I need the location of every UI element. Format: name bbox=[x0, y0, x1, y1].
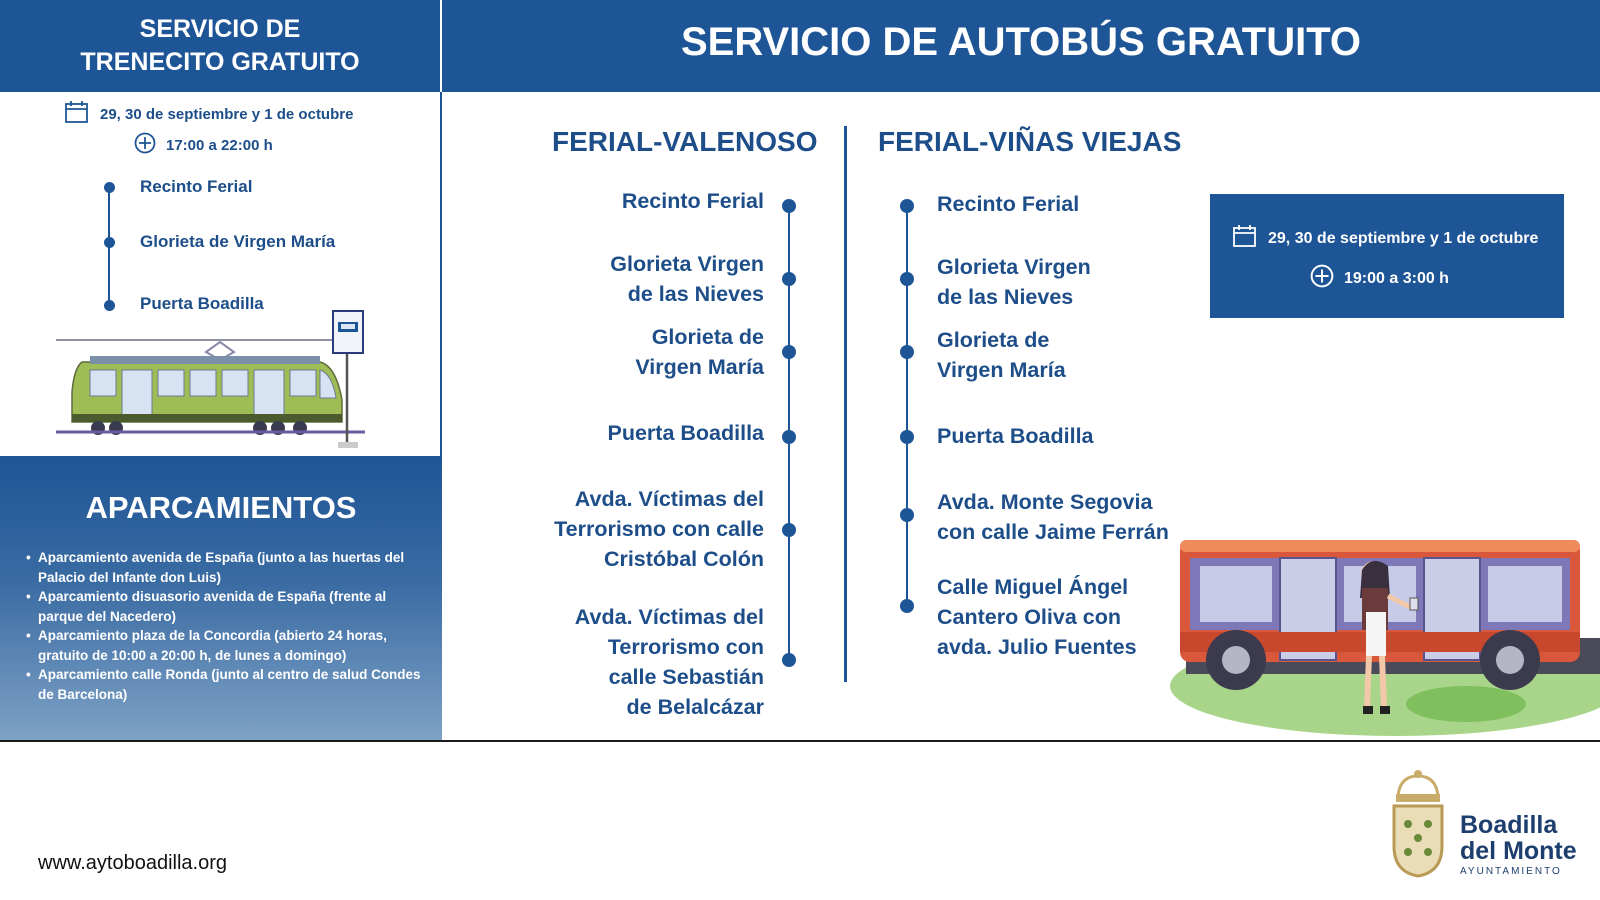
bus-service-header bbox=[442, 0, 1600, 92]
train-stop-dot bbox=[104, 237, 115, 248]
tram-illustration bbox=[50, 310, 390, 460]
municipality-logo-text bbox=[1460, 812, 1577, 877]
stop-line: Calle Miguel Ángel bbox=[937, 575, 1129, 599]
tram-stop-sign-icon bbox=[332, 310, 364, 359]
footer-divider bbox=[0, 740, 1600, 742]
route-title-ferial-valenoso: FERIAL-VALENOSO bbox=[552, 126, 818, 157]
route2-stop-dot bbox=[900, 345, 914, 359]
train-date-row bbox=[64, 100, 353, 128]
train-service-title-line2: TRENECITO GRATUITO bbox=[80, 48, 360, 76]
route2-stop-dot bbox=[900, 430, 914, 444]
route1-stop-label bbox=[514, 249, 764, 309]
bus-date-row bbox=[1232, 224, 1538, 253]
route1-stop-label bbox=[514, 484, 764, 574]
parking-title: APARCAMIENTOS bbox=[85, 490, 357, 525]
train-stop-dot bbox=[104, 182, 115, 193]
train-service-title-line1: SERVICIO DE bbox=[139, 15, 301, 43]
route1-stop-label bbox=[514, 322, 764, 382]
route-title-ferial-vinas-viejas: FERIAL-VIÑAS VIEJAS bbox=[878, 126, 1182, 157]
clock-icon bbox=[1310, 264, 1344, 293]
stop-line: Virgen María bbox=[937, 358, 1066, 382]
stop-line: Glorieta de bbox=[937, 328, 1050, 352]
bus-schedule-box bbox=[1210, 194, 1564, 318]
website-link[interactable]: www.aytoboadilla.org bbox=[38, 852, 227, 874]
stop-line: Avda. Víctimas del bbox=[574, 487, 764, 511]
route2-stop-dot bbox=[900, 272, 914, 286]
train-stop-label: Puerta Boadilla bbox=[140, 294, 264, 313]
route2-stop-label bbox=[937, 325, 1197, 385]
stop-line: Avda. Víctimas del bbox=[574, 605, 764, 629]
route2-stop-label bbox=[937, 487, 1197, 547]
stop-line: Glorieta Virgen bbox=[937, 255, 1091, 279]
train-time: 17:00 a 22:00 h bbox=[166, 136, 273, 154]
route1-stop-dot bbox=[782, 345, 796, 359]
route2-stop-label bbox=[937, 189, 1197, 219]
clock-icon bbox=[134, 132, 166, 158]
route1-stop-dot bbox=[782, 523, 796, 537]
train-stop-label: Glorieta de Virgen María bbox=[140, 232, 336, 251]
route1-stop-dot bbox=[782, 653, 796, 667]
route2-stop-dot bbox=[900, 599, 914, 613]
parking-item: • Aparcamiento disuasorio avenida de España (frente al parque del Nacedero) bbox=[26, 587, 426, 626]
bus-date: 29, 30 de septiembre y 1 de octubre bbox=[1268, 229, 1539, 247]
route2-stop-dot bbox=[900, 508, 914, 522]
calendar-icon bbox=[1232, 224, 1268, 253]
stop-line: calle Sebastián bbox=[608, 665, 764, 689]
parking-section bbox=[0, 456, 442, 742]
stop-line: avda. Julio Fuentes bbox=[937, 635, 1137, 659]
logo-name-line1: Boadilla bbox=[1460, 811, 1558, 839]
bus-time-row bbox=[1310, 264, 1449, 293]
stop-line: Terrorismo con bbox=[607, 635, 764, 659]
stop-line: Virgen María bbox=[635, 355, 764, 379]
train-date: 29, 30 de septiembre y 1 de octubre bbox=[100, 105, 354, 123]
train-time-row bbox=[134, 132, 273, 158]
route2-stop-label bbox=[937, 421, 1197, 451]
route2-stop-dot bbox=[900, 199, 914, 213]
stop-line: Cristóbal Colón bbox=[603, 547, 764, 571]
route2-stop-label bbox=[937, 252, 1197, 312]
logo-name-line2: del Monte bbox=[1460, 837, 1577, 865]
stop-line: Glorieta de bbox=[651, 325, 764, 349]
parking-item: • Aparcamiento calle Ronda (junto al centro de salud Condes de Barcelona) bbox=[26, 665, 426, 704]
stop-line: Puerta Boadilla bbox=[937, 424, 1094, 448]
stop-line: con calle Jaime Ferrán bbox=[937, 520, 1169, 544]
train-service-header bbox=[0, 0, 440, 92]
coat-of-arms-icon bbox=[1388, 766, 1448, 880]
parking-list bbox=[26, 548, 426, 704]
bus-service-title: SERVICIO DE AUTOBÚS GRATUITO bbox=[680, 20, 1362, 64]
logo-subtitle: AYUNTAMIENTO bbox=[1460, 866, 1562, 877]
bus-illustration bbox=[1166, 528, 1600, 742]
route2-line bbox=[906, 206, 908, 606]
stop-line: de Belalcázar bbox=[626, 695, 764, 719]
stop-line: Glorieta Virgen bbox=[610, 252, 764, 276]
stop-line: Cantero Oliva con bbox=[937, 605, 1121, 629]
route1-stop-dot bbox=[782, 272, 796, 286]
stop-line: de las Nieves bbox=[627, 282, 764, 306]
route1-stop-label bbox=[514, 602, 764, 722]
routes-divider bbox=[844, 126, 847, 682]
train-stop-label: Recinto Ferial bbox=[140, 177, 253, 196]
parking-item: • Aparcamiento plaza de la Concordia (abierto 24 horas, gratuito de 10:00 a 20:00 h, de lunes a domingo) bbox=[26, 626, 426, 665]
bus-time: 19:00 a 3:00 h bbox=[1344, 269, 1449, 287]
route2-stop-label bbox=[937, 572, 1197, 662]
stop-line: Terrorismo con calle bbox=[554, 517, 764, 541]
route1-stop-dot bbox=[782, 199, 796, 213]
stop-line: Recinto Ferial bbox=[621, 189, 764, 213]
route1-stop-label bbox=[514, 418, 764, 448]
stop-line: Avda. Monte Segovia bbox=[937, 490, 1153, 514]
stop-line: Recinto Ferial bbox=[937, 192, 1080, 216]
stop-line: de las Nieves bbox=[937, 285, 1074, 309]
stop-line: Puerta Boadilla bbox=[607, 421, 764, 445]
route1-stop-label bbox=[514, 186, 764, 216]
route1-stop-dot bbox=[782, 430, 796, 444]
calendar-icon bbox=[64, 100, 100, 128]
train-route-line bbox=[108, 190, 110, 308]
parking-item: • Aparcamiento avenida de España (junto a las huertas del Palacio del Infante don Luis) bbox=[26, 548, 426, 587]
